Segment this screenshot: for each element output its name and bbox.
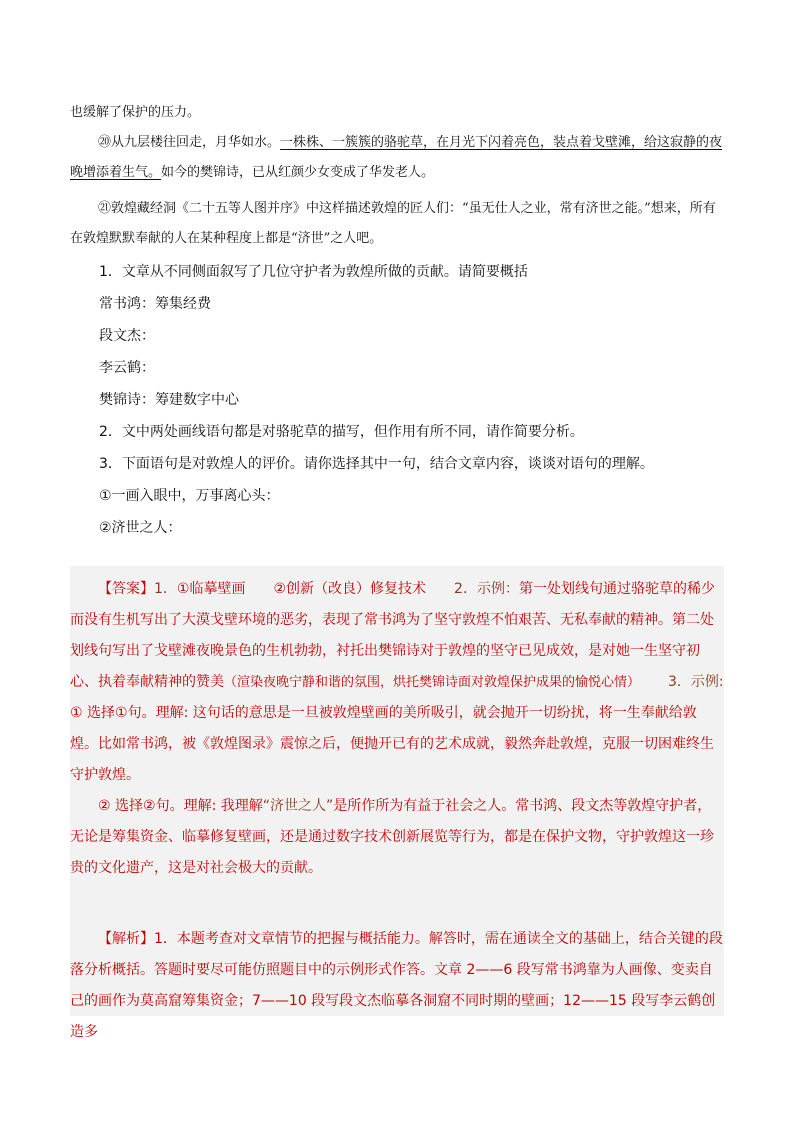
answer-3-option-2-text-b: 是所作所为有益于社会之人。常书鸿、段文杰等敦煌守护者，无论是筹集资金、临摹修复壁画，还是通过数字技术创新展览等行为，都是在保护文物，守护敦煌这一珍贵的文化遗产，这是对社会极大的贡献。 xyxy=(70,798,714,876)
answer-1-point-2: ②创新（改良）修复技术 xyxy=(273,581,427,597)
question-2: 2．文中两处画线语句都是对骆驼草的描写，但作用有所不同，请作简要分析。 xyxy=(99,424,584,440)
passage-line-top: 也缓解了保护的压力。 xyxy=(70,105,201,120)
paragraph-number-21: ㉑ xyxy=(98,201,112,216)
answer-3-option-1-text: 选择①句。理解: 这句话的意思是一旦被敦煌壁画的美所吸引，就会抛开一切纷扰，将一生奉献给敦煌。比如常书鸿，被《敦煌图录》震惊之后，便抛开已有的艺术成就，毅然奔赴敦煌，克服一切困难终生守护敦煌。 xyxy=(70,705,714,783)
analysis-box xyxy=(70,888,724,1040)
answer-3-option-2-marker: ② xyxy=(98,798,111,814)
answer-2-paren: （渲染夜晚宁静和谐的氛围，烘托樊锦诗面对敦煌保护成果的愉悦心情） xyxy=(224,675,641,690)
question-1-item-fanjinshi: 樊锦诗：筹建数字中心 xyxy=(99,392,239,408)
p21-text: 敦煌藏经洞《二十五等人图并序》中这样描述敦煌的匠人们：“虽无仕人之业，常有济世之能。”想来，所有在敦煌默默奉献的人在某种程度上都是“济世”之人吧。 xyxy=(70,201,716,246)
question-1-item-duanwenjie: 段文杰： xyxy=(99,328,155,344)
p20-text-a: 从九层楼往回走，月华如水。 xyxy=(111,135,281,150)
answer-3-option-2 xyxy=(70,791,724,884)
answer-3-number: 3．示例: xyxy=(668,674,724,690)
answer-tag: 【答案】 xyxy=(98,581,154,597)
question-1-item-changshuhong: 常书鸿：筹集经费 xyxy=(99,296,211,312)
analysis-tag: 【解析】 xyxy=(98,931,154,947)
question-1-item-liyunhe: 李云鹤： xyxy=(99,360,155,376)
answer-3-option-1-marker: ① xyxy=(70,705,83,721)
answer-box xyxy=(70,566,724,888)
question-3: 3．下面语句是对敦煌人的评价。请你选择其中一句，结合文章内容，谈谈对语句的理解。 xyxy=(99,456,654,472)
answer-3-option-2-quote: “济世之人” xyxy=(262,798,334,814)
question-3-option-2: ②济世之人： xyxy=(99,520,182,536)
question-3-option-1: ①一画入眼中，万事离心头： xyxy=(99,488,280,504)
p20-underlined-sentence: 一株株、一簇簇的骆驼草，在月光下闪着亮色，装点着戈壁滩，给这寂静的夜晚增添着生气。 xyxy=(70,135,723,180)
passage-paragraph-21 xyxy=(70,194,726,254)
answer-1-2 xyxy=(70,574,724,698)
answer-1-number: 1． xyxy=(154,581,177,597)
answer-2-number: 2．示例： xyxy=(454,581,519,597)
analysis-text xyxy=(70,924,724,1048)
answer-3-option-1 xyxy=(70,698,724,791)
analysis-body: 1．本题考查对文章情节的把握与概括能力。解答时，需在通读全文的基础上，结合关键的段落分析概括。答题时要尽可能仿照题目中的示例形式作答。文章 2——6 段写常书鸿靠为人画像、变卖自己的画作为莫高窟筹集资金；7——10 段写段文杰临摹各洞窟不同时期的壁画；12——15 段写李云鹤创造多 xyxy=(70,931,723,1040)
answer-3-option-2-text-a: 选择②句。理解: 我理解 xyxy=(115,798,263,814)
answer-2-text: 第一处划线句通过骆驼草的稀少而没有生机写出了大漠戈壁环境的恶劣，表现了常书鸿为了坚守敦煌不怕艰苦、无私奉献的精神。第二处划线句写出了戈壁滩夜晚景色的生机勃勃，衬托出樊锦诗对于敦煌的坚守已见成效，是对她一生坚守初心、执着奉献精神的赞美 xyxy=(70,581,715,690)
p20-text-b: 如今的樊锦诗，已从红颜少女变成了华发老人。 xyxy=(161,165,435,180)
question-1: 1．文章从不同侧面叙写了几位守护者为敦煌所做的贡献。请简要概括 xyxy=(99,264,528,280)
answer-1-point-1: ①临摹壁画 xyxy=(176,581,246,597)
paragraph-number-20: ⑳ xyxy=(98,135,112,150)
passage-paragraph-20 xyxy=(70,128,726,188)
